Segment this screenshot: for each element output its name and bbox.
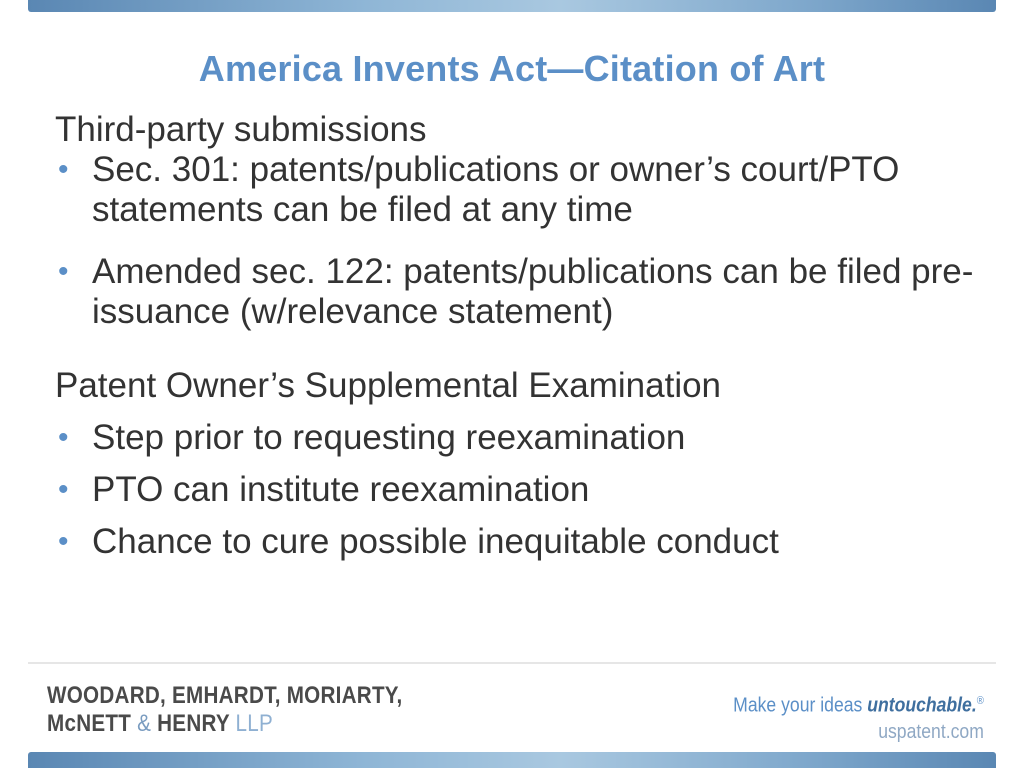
bullet-chance-cure [55,522,985,562]
slide-content [55,110,985,562]
bullet-text: Sec. 301: patents/publications or owner’s court/PTO statements can be filed at any time [92,150,900,229]
firm-name-line1: WOODARD, EMHARDT, MORIARTY, [47,682,403,709]
section-heading-third-party: Third-party submissions [55,110,427,149]
section-heading-supplemental: Patent Owner’s Supplemental Examination [55,366,722,405]
firm-name-ampersand: & [137,710,152,737]
bullet-step-prior [55,418,985,458]
firm-logo [47,682,403,738]
bullet-dot-icon: • [58,421,69,454]
bullet-sec-301 [55,150,985,230]
bullet-text: PTO can institute reexamination [92,470,590,509]
bullet-text: Chance to cure possible inequitable conduct [92,522,779,561]
tagline-prefix: Make your ideas [733,694,863,717]
bullet-text: Step prior to requesting reexamination [92,418,686,457]
bullet-text: Amended sec. 122: patents/publications can be filed pre-issuance (w/relevance statement) [92,252,974,331]
firm-name-mcnett: McNETT [47,710,132,737]
bullet-sec-122 [55,252,985,332]
website-link[interactable]: uspatent.com [878,720,984,743]
bullet-dot-icon: • [58,153,69,186]
slide-title: America Invents Act—Citation of Art [198,48,826,89]
firm-name-line2 [47,710,403,738]
bullet-dot-icon: • [58,473,69,506]
footer-divider [28,662,996,664]
top-decorative-bar [28,0,996,12]
bottom-decorative-bar [28,752,996,768]
bullet-pto-institute [55,470,985,510]
tagline-emphasis: untouchable. [867,694,977,717]
bullet-dot-icon: • [58,525,69,558]
tagline-block [733,688,984,745]
firm-name-henry: HENRY [157,710,230,737]
firm-name-llp: LLP [235,710,274,737]
tagline [733,688,984,719]
registered-mark: ® [976,695,984,707]
bullet-dot-icon: • [58,255,69,288]
